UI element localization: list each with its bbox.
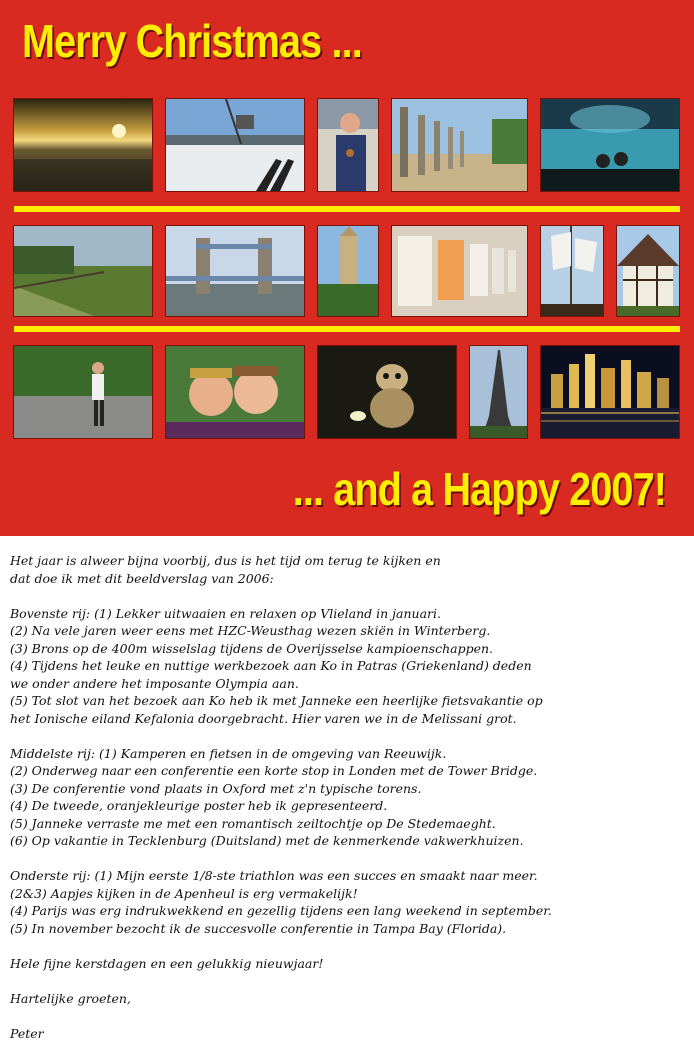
photo-sunset-beach: [14, 99, 152, 191]
divider-stripe-bottom: [14, 326, 680, 332]
letter-line: Het jaar is alweer bijna voorbij, dus is het tijd om terug te kijken en: [10, 553, 441, 568]
letter-line: Middelste rij: (1) Kamperen en fietsen in de omgeving van Reeuwijk.: [10, 745, 447, 761]
photo-olympia-columns: [392, 99, 527, 191]
photo-tampa-bay-night: [541, 346, 679, 438]
divider-stripe-top: [14, 206, 680, 212]
letter-line: het Ionische eiland Kefalonia doorgebracht. Hier varen we in de Melissani grot.: [10, 710, 517, 726]
banner-title-top: Merry Christmas ...: [22, 15, 362, 67]
photo-conference-posters: [392, 226, 527, 316]
letter-line: (2) Na vele jaren weer eens met HZC-Weusthag wezen skiën in Winterberg.: [10, 623, 491, 638]
photo-sailing-ship: [541, 226, 603, 316]
letter-line: (5) Tot slot van het bezoek aan Ko heb ik met Janneke een heerlijke fietsvakantie op: [10, 693, 543, 708]
banner-title-bottom: ... and a Happy 2007!: [292, 463, 666, 515]
letter-line: Onderste rij: (1) Mijn eerste 1/8-ste triathlon was een succes en smaakt naar meer.: [10, 868, 538, 883]
photo-monkey: [318, 346, 456, 438]
letter-line: (4) Tijdens het leuke en nuttige werkbezoek aan Ko in Patras (Griekenland) deden: [10, 658, 532, 673]
photo-medal-runner: [318, 99, 378, 191]
letter-greeting: Hartelijke groeten,: [10, 990, 131, 1006]
letter-line: we onder andere het imposante Olympia aan.: [10, 675, 299, 691]
letter-line: (3) Brons op de 400m wisselslag tijdens de Overijsselse kampioenschappen.: [10, 640, 493, 656]
photo-tower-bridge: [166, 226, 304, 316]
letter-text: [10, 552, 686, 1042]
letter-line: (3) De conferentie vond plaats in Oxford met z'n typische torens.: [10, 780, 422, 796]
letter-line: (5) Janneke verraste me met een romantisch zeiltochtje op De Stedemaeght.: [10, 815, 496, 831]
letter-line: (5) In november bezocht ik de succesvolle conferentie in Tampa Bay (Florida).: [10, 920, 507, 936]
letter-signature: Peter: [10, 1025, 44, 1041]
letter-line: (6) Op vakantie in Tecklenburg (Duitsland) met de kenmerkende vakwerkhuizen.: [10, 833, 524, 848]
photo-oxford-tower: [318, 226, 378, 316]
photo-half-timbered-house: [617, 226, 679, 316]
letter-line: (2&3) Aapjes kijken in de Apenheul is erg vermakelijk!: [10, 885, 358, 901]
photo-triathlon-runner: [14, 346, 152, 438]
letter-wishes: Hele fijne kerstdagen en een gelukkig nieuwjaar!: [10, 955, 324, 971]
letter-line: (4) Parijs was erg indrukwekkend en gezellig tijdens een lang weekend in september.: [10, 903, 552, 918]
letter-line: (4) De tweede, oranjekleurige poster heb ik gepresenteerd.: [10, 798, 388, 813]
photo-melissani-cave: [541, 99, 679, 191]
photo-eiffel-tower: [470, 346, 527, 438]
letter-line: dat doe ik met dit beeldverslag van 2006:: [10, 570, 274, 586]
photo-ski-lift: [166, 99, 304, 191]
photo-reeuwijk-countryside: [14, 226, 152, 316]
letter-line: (2) Onderweg naar een conferentie een korte stop in Londen met de Tower Bridge.: [10, 763, 538, 778]
photo-couple-apenheul: [166, 346, 304, 438]
letter-line: Bovenste rij: (1) Lekker uitwaaien en relaxen op Vlieland in januari.: [10, 605, 441, 621]
